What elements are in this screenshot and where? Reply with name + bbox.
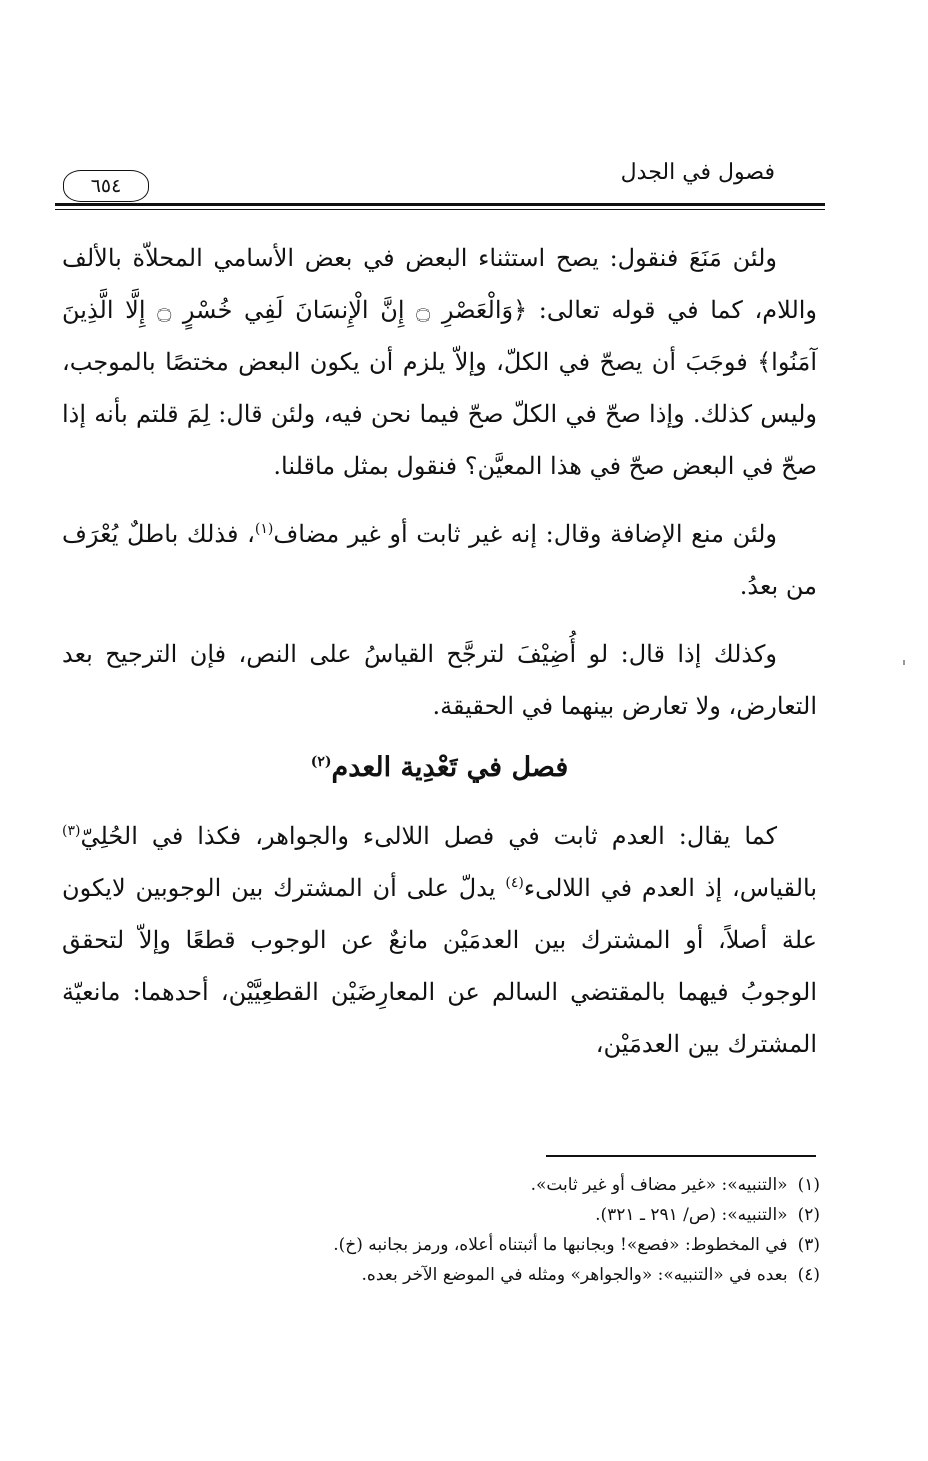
footnote-text: بعده في «التنبيه»: «والجواهر» ومثله في الموضع الآخر بعده. [361, 1265, 788, 1285]
main-text [62, 232, 817, 1070]
margin-mark [903, 660, 905, 665]
footnote-ref-3[interactable]: (٣) [62, 823, 81, 839]
footnote-3 [180, 1230, 820, 1260]
footnote-number: (٣) [797, 1235, 820, 1255]
footnote-separator [546, 1155, 816, 1157]
footnote-text: «التنبيه»: «غير مضاف أو غير ثابت». [530, 1175, 788, 1195]
footnotes [180, 1170, 820, 1290]
footnote-number: (٤) [797, 1265, 820, 1285]
header-rule-thin [55, 209, 825, 210]
paragraph-3: وكذلك إذا قال: لو أُضِيْفَ لترجَّح القياسُ على النص، فإن الترجيح بعد التعارض، ولا تعارض بينهما في الحقيقة. [62, 640, 817, 720]
footnote-number: (١) [797, 1175, 820, 1195]
footnote-text: في المخطوط: «فصع»! وبجانبها ما أثبتناه أعلاه، ورمز بجانبه (خ). [333, 1235, 788, 1255]
footnote-ref-2[interactable]: (٢) [310, 754, 332, 770]
running-title: فصول في الجدل [620, 160, 775, 185]
paragraph-1: ولئن مَنَعَ فنقول: يصح استثناء البعض في بعض الأسامي المحلاّة بالألف واللام، كما في قوله تعالى: ﴿وَالْعَصْرِ ۝ إِنَّ الْإِنسَانَ لَفِي خُسْرٍ ۝ إِلَّا الَّذِينَ آمَنُوا﴾ فوجَبَ أن يصحّ في الكلّ، وإلاّ يلزم أن يكون البعض مختصًا بالموجب، وليس كذلك. وإذا صحّ في الكلّ صحّ فيما نحن فيه، ولئن قال: لِمَ قلتم بأنه إذا صحّ في البعض صحّ في هذا المعيَّن؟ فنقول بمثل ماقلنا. [62, 244, 818, 480]
footnote-ref-4[interactable]: (٤) [505, 875, 524, 891]
section-heading [62, 740, 817, 796]
section-heading-text: فصل في تَعْدِية العدم [331, 752, 569, 783]
paragraph-2 [62, 508, 817, 612]
page-number: ٦٥٤ [63, 170, 149, 202]
paragraph-2-text-b: ، فذلك باطلٌ يُعْرَف من بعدُ. [62, 520, 817, 600]
footnote-4 [180, 1260, 820, 1290]
paragraph-4-text-b: بالقياس، إذ العدم في اللالىء [523, 874, 817, 902]
footnote-1 [180, 1170, 820, 1200]
paragraph-4-text-c: يدلّ على أن المشترك بين الوجوبين لايكون علة أصلاً، أو المشترك بين العدمَيْن مانعٌ عن الوجوب قطعًا وإلاّ لتحقق الوجوبُ فيهما بالمقتضي السالم عن المعارِضَيْن القطعِيَّيْن، أحدهما: مانعيّة المشترك بين العدمَيْن، [62, 874, 817, 1058]
paragraph-2-text-a: ولئن منع الإضافة وقال: إنه غير ثابت أو غير مضاف [273, 520, 778, 548]
footnote-2 [180, 1200, 820, 1230]
footnote-text: «التنبيه»: (ص/ ٢٩١ ـ ٣٢١). [595, 1205, 788, 1225]
page-header [55, 148, 825, 218]
paragraph-4 [62, 810, 817, 1070]
paragraph-4-text-a: كما يقال: العدم ثابت في فصل اللالىء والجواهر، فكذا في الحُلِيّ [80, 822, 777, 850]
footnote-number: (٢) [797, 1205, 820, 1225]
header-rule-thick [55, 203, 825, 206]
footnote-ref-1[interactable]: (١) [254, 521, 274, 537]
